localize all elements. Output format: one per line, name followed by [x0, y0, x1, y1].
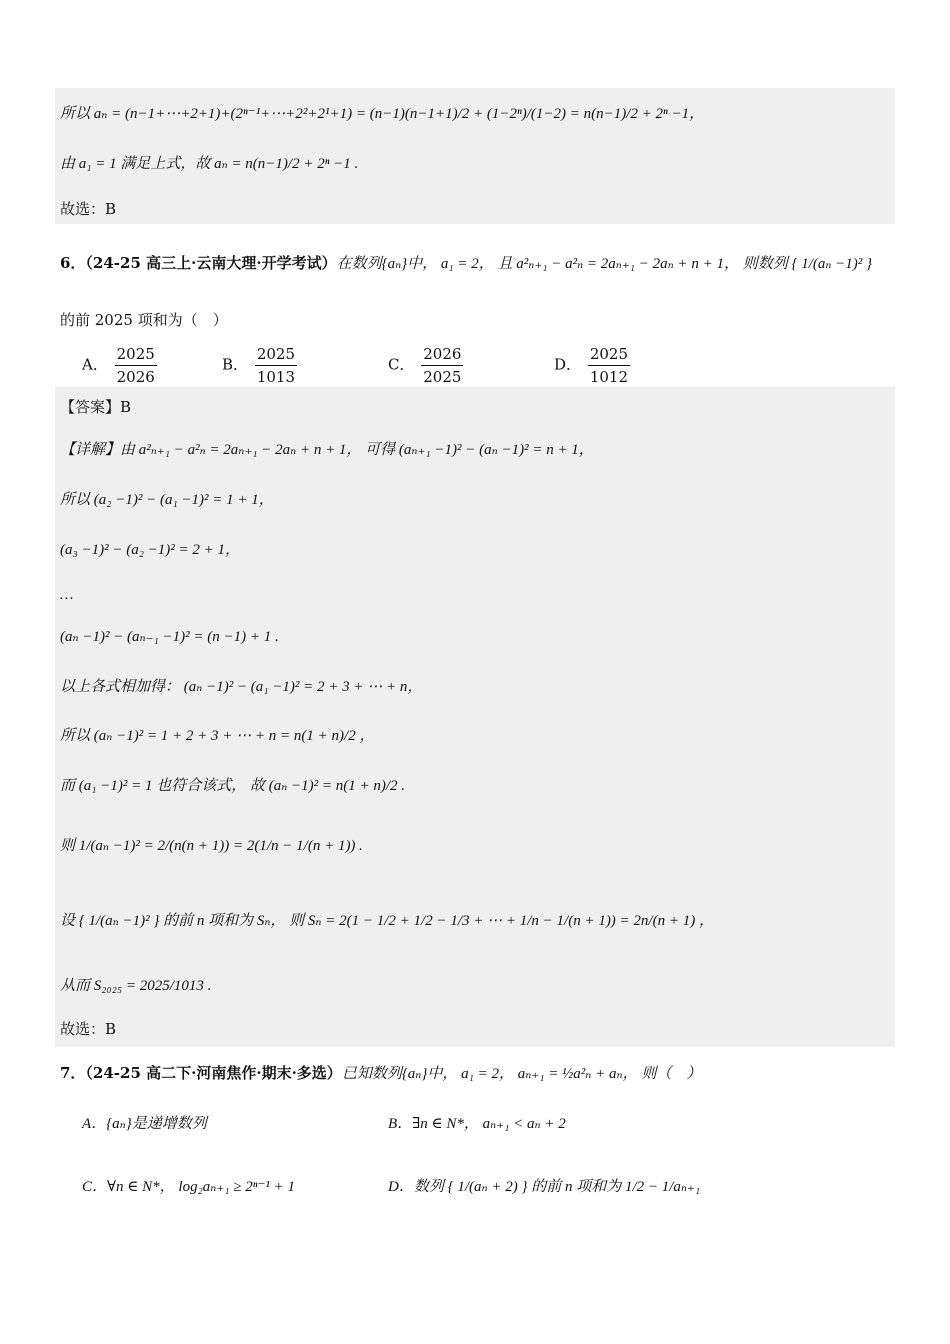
q6-detail-line: 【详解】由 a²ₙ₊₁ − a²ₙ = 2aₙ₊₁ − 2aₙ + n + 1， 可得 (aₙ₊₁ −1)² − (aₙ −1)² = n + 1，	[60, 442, 594, 458]
q6-option-a[interactable]	[82, 343, 159, 388]
q6-detail-line: 所以 (a₂ −1)² − (a₁ −1)² = 1 + 1，	[60, 492, 274, 508]
q6-detail-line: 所以 (aₙ −1)² = 1 + 2 + 3 + ⋯ + n = n(1 + n)/2 ，	[60, 728, 375, 744]
q6-detail-line: 从而 S₂₀₂₅ = 2025/1013 .	[60, 978, 212, 994]
q6-source: 6．（24-25 高三上·云南大理·开学考试）	[60, 254, 337, 272]
q6-detail-line: 则 1/(aₙ −1)² = 2/(n(n + 1)) = 2(1/n − 1/(n + 1)) .	[60, 838, 363, 854]
prev-solution-conclusion: 故选：B	[60, 200, 117, 218]
q7-option-a[interactable]: A．{aₙ}是递增数列	[82, 1116, 207, 1132]
q7-source: 7．（24-25 高二下·河南焦作·期末·多选）	[60, 1064, 342, 1082]
option-den: 1013	[256, 368, 295, 386]
q7-option-b[interactable]: B．∃n ∈ N*， aₙ₊₁ < aₙ + 2	[388, 1116, 566, 1132]
q6-solution-block	[55, 387, 895, 1047]
option-den: 2026	[116, 368, 155, 386]
q6-option-c[interactable]	[388, 343, 465, 388]
q6-answer: 【答案】B	[60, 398, 132, 416]
option-den: 1012	[589, 368, 628, 386]
q6-header	[60, 253, 872, 274]
q6-detail-line: 而 (a₁ −1)² = 1 也符合该式， 故 (aₙ −1)² = n(1 + n)/2 .	[60, 778, 406, 794]
q6-option-d[interactable]	[554, 343, 632, 388]
q6-detail-line: 设 { 1/(aₙ −1)² } 的前 n 项和为 Sₙ， 则 Sₙ = 2(1 − 1/2 + 1/2 − 1/3 + ⋯ + 1/n − 1/(n + 1)) = 2n/(n + 1) ，	[60, 913, 714, 929]
q6-detail-line: 以上各式相加得： (aₙ −1)² − (a₁ −1)² = 2 + 3 + ⋯ + n，	[60, 679, 423, 695]
prev-solution-line-2: 由 a₁ = 1 满足上式，故 aₙ = n(n−1)/2 + 2ⁿ −1 .	[60, 156, 359, 172]
q7-header	[60, 1063, 701, 1084]
q7-stem: 已知数列{aₙ}中， a₁ = 2， aₙ₊₁ = ½a²ₙ + aₙ， 则（ ）	[341, 1066, 702, 1082]
option-label: C．	[388, 355, 415, 374]
q6-stem-cont: 的前 2025 项和为（ ）	[60, 311, 228, 329]
q6-option-b[interactable]	[222, 343, 299, 388]
option-num: 2026	[421, 343, 463, 366]
option-label: B．	[222, 355, 249, 374]
q7-option-d[interactable]: D．数列 { 1/(aₙ + 2) } 的前 n 项和为 1/2 − 1/aₙ₊₁	[388, 1179, 701, 1195]
prev-solution-line-1: 所以 aₙ = (n−1+⋯+2+1)+(2ⁿ⁻¹+⋯+2²+2¹+1) = (n−1)(n−1+1)/2 + (1−2ⁿ)/(1−2) = n(n−1)/2 + 2ⁿ −1，	[60, 106, 705, 122]
option-label: A．	[82, 355, 108, 374]
option-num: 2025	[255, 343, 297, 366]
q6-detail-line: (aₙ −1)² − (aₙ₋₁ −1)² = (n −1) + 1 .	[60, 629, 279, 645]
option-label: D．	[554, 355, 582, 374]
q6-stem: 在数列{aₙ}中， a₁ = 2， 且 a²ₙ₊₁ − a²ₙ = 2aₙ₊₁ − 2aₙ + n + 1， 则数列 { 1/(aₙ −1)² }	[336, 256, 873, 272]
q6-detail-line: …	[60, 587, 74, 603]
option-den: 2025	[423, 368, 462, 386]
option-num: 2025	[115, 343, 157, 366]
option-num: 2025	[588, 343, 630, 366]
q7-option-c[interactable]: C．∀n ∈ N*， log₂aₙ₊₁ ≥ 2ⁿ⁻¹ + 1	[82, 1179, 296, 1195]
q6-conclusion: 故选：B	[60, 1020, 117, 1038]
q6-detail-line: (a₃ −1)² − (a₂ −1)² = 2 + 1，	[60, 542, 241, 558]
